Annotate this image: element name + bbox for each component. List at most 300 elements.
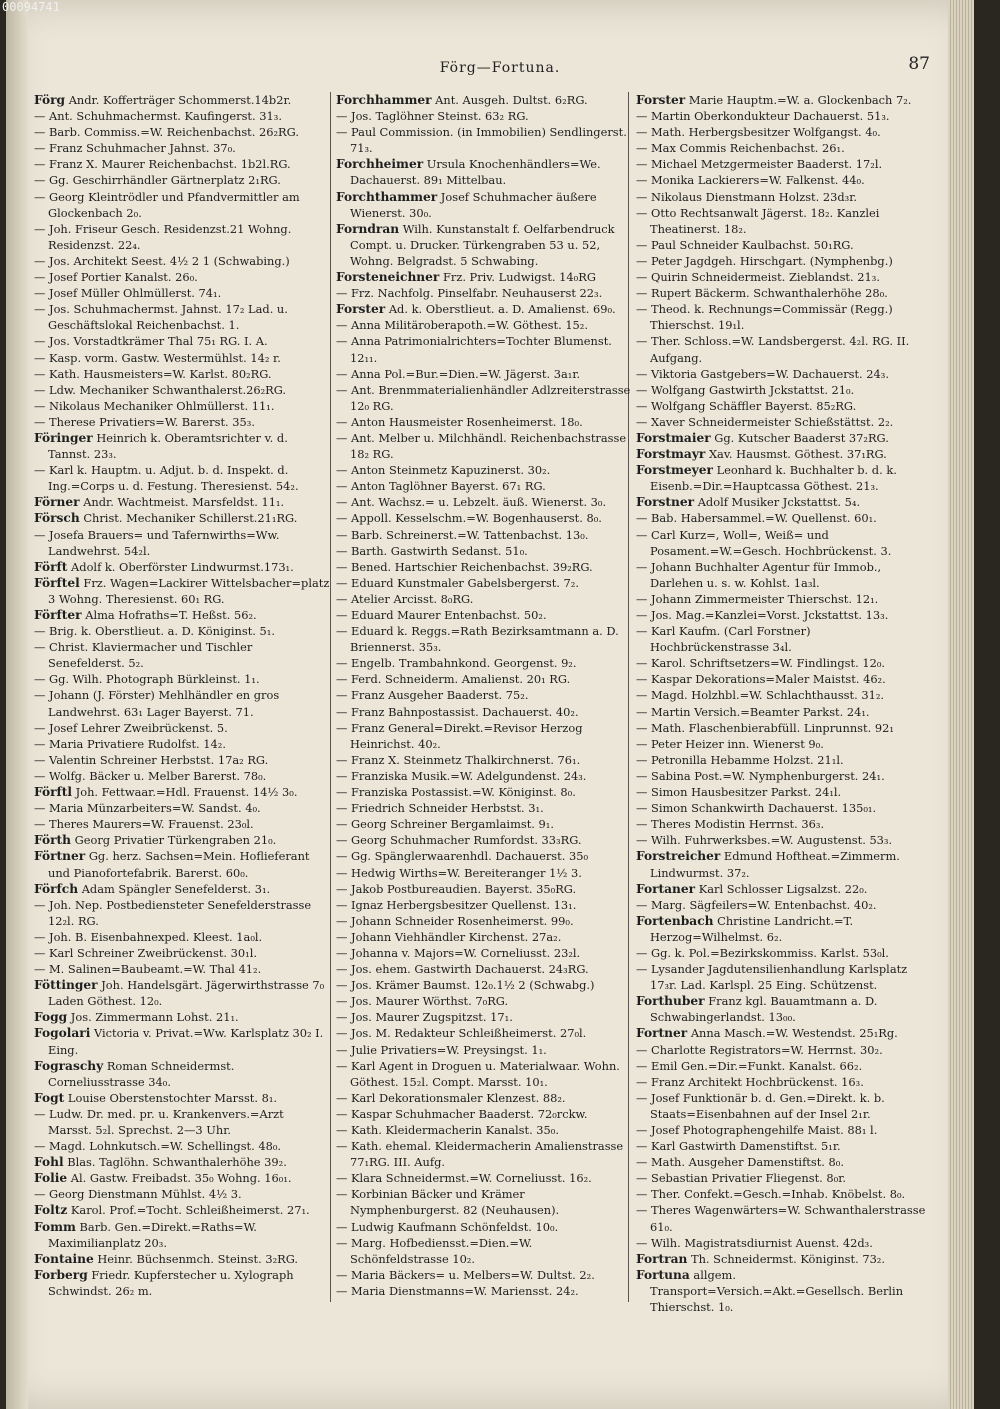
entry-text: — Sabina Post.=W. Nymphenburgerst. 24₁. [636,768,885,783]
entry-text: Roman Schneidermst. Corneliusstrasse 34₀. [48,1058,235,1089]
directory-entry [34,800,330,816]
entry-text: — Maria Dienstmanns=W. Mariensst. 24₂. [336,1283,579,1298]
entry-text: Louise Oberstenstochter Marsst. 8₁. [67,1090,278,1105]
directory-entry [336,366,632,382]
entry-text: — Franz X. Steinmetz Thalkirchnerst. 76₁. [336,752,581,767]
entry-text: — Ferd. Schneiderm. Amalienst. 20₁ RG. [336,672,571,687]
directory-entry [34,366,330,382]
directory-entry-head [34,1202,330,1218]
entry-text: — Jos. Vorstadtkrämer Thal 75₁ RG. I. A. [34,334,268,349]
surname: Forchhammer [336,93,432,107]
entry-text: Gg. herz. Sachsen=Mein. Hoflieferant und Pianofortefabrik. Barerst. 60₀. [48,849,310,880]
entry-text: — Marg. Hofbediensst.=Dien.=W. Schönfeldstrasse 10₂. [336,1235,533,1266]
directory-entry [336,317,632,333]
entry-text: — Jos. Krämer Baumst. 12₀.1½ 2 (Schwabg.) [336,978,595,993]
entry-text: — Georg Kleintrödler und Pfandvermittler am Glockenbach 2₀. [34,189,300,220]
directory-entry [34,350,330,366]
directory-entry [34,301,330,333]
entry-text: — Franz Architekt Hochbrückenst. 16₃. [636,1074,864,1089]
entry-text: — Karl Kaufm. (Carl Forstner) Hochbrückenstrasse 3₄l. [636,624,811,655]
directory-entry [636,140,932,156]
surname: Försch [34,511,80,526]
surname: Forstmaier [636,430,711,445]
directory-entry-head [636,881,932,897]
directory-entry [34,140,330,156]
entry-text: — Barb. Schreinerst.=W. Tattenbachst. 13₀. [336,527,589,542]
directory-entry [336,655,632,671]
surname: Fomm [34,1219,76,1234]
entry-text: — Maria Privatiere Rudolfst. 14₂. [34,736,226,751]
directory-entry-head [636,1025,932,1041]
directory-entry [336,591,632,607]
entry-text: — Eduard Maurer Entenbachst. 50₂. [336,608,547,622]
directory-entry-head [336,189,632,221]
directory-entry [336,527,632,543]
directory-entry [336,333,632,365]
entry-text: Ant. Ausgeh. Dultst. 6₂RG. [435,93,588,107]
surname: Fortuna [636,1267,690,1282]
directory-column-1 [34,92,330,1299]
entry-text: Marie Hauptm.=W. a. Glockenbach 7₂. [688,93,912,107]
entry-text: — Frz. Nachfolg. Pinselfabr. Neuhauserst 22₃. [336,286,603,301]
directory-entry [636,333,932,365]
directory-entry [34,720,330,736]
directory-entry [336,1186,632,1218]
entry-text: — Anna Pol.=Bur.=Dien.=W. Jägerst. 3a₁r. [336,366,581,381]
entry-text: Adolf Musiker Jckstattst. 5₄. [697,495,861,510]
directory-entry-head [34,575,330,607]
entry-text: — Magd. Holzhbl.=W. Schlachthausst. 31₂. [636,688,885,703]
directory-entry [336,977,632,993]
directory-entry [34,285,330,301]
directory-entry [34,253,330,269]
entry-text: — Joh. B. Eisenbahnexped. Kleest. 1a₀l. [34,929,263,944]
directory-entry [636,1202,932,1234]
directory-entry [336,382,632,414]
entry-text: — Petronilla Hebamme Holzst. 21₁l. [636,752,844,767]
entry-text: — Ant. Brenmmaterialienhändler Adlzreiterstrasse 12₀ RG. [336,382,631,413]
directory-entry-head [34,1219,330,1251]
entry-text: — Gg. Wilh. Photograph Bürkleinst. 1₁. [34,672,260,687]
directory-entry [34,961,330,977]
entry-text: — Ant. Schuhmachermst. Kaufingerst. 31₃. [34,109,282,124]
entry-text: — Bab. Habersammel.=W. Quellenst. 60₁. [636,511,877,526]
entry-text: — Kath. Hausmeisters=W. Karlst. 80₂RG. [34,366,272,381]
entry-text: — Anton Hausmeister Rosenheimerst. 18₀. [336,414,583,429]
directory-entry-head [34,977,330,1009]
entry-text: — Friedrich Schneider Herbstst. 3₁. [336,801,544,816]
entry-text: — Engelb. Trambahnkond. Georgenst. 9₂. [336,656,577,671]
entry-text: Blas. Taglöhn. Schwanthalerhöhe 39₂. [67,1155,287,1170]
entry-text: — Martin Oberkondukteur Dachauerst. 51₃. [636,109,890,124]
directory-entry-head [34,1058,330,1090]
entry-text: — Wolfgang Gastwirth Jckstattst. 21₀. [636,382,855,397]
directory-entry [336,784,632,800]
directory-entry [34,1106,330,1138]
directory-entry [636,720,932,736]
directory-entry [636,269,932,285]
surname: Förfter [34,608,82,622]
entry-text: — Emil Gen.=Dir.=Funkt. Kanalst. 66₂. [636,1058,863,1073]
directory-entry-head [636,993,932,1025]
directory-entry [636,897,932,913]
directory-entry [336,1219,632,1235]
entry-text: — Johann Buchhalter Agentur für Immob., Darlehen u. s. w. Kohlst. 1a₃l. [636,559,882,590]
surname: Forstmeyer [636,463,713,478]
entry-text: Gg. Kutscher Baaderst 37₂RG. [714,430,889,445]
entry-text: — Math. Herbergsbesitzer Wolfgangst. 4₀. [636,125,881,140]
directory-entry [336,881,632,897]
entry-text: — Lysander Jagdutensilienhandlung Karlsplatz 17₃r. Lad. Karlspl. 25 Eing. Schützenst. [636,962,908,993]
entry-text: — Theres Modistin Herrnst. 36₃. [636,817,825,832]
entry-text: — Christ. Klaviermacher und Tischler Senefelderst. 5₂. [34,640,253,671]
page-gutter [6,0,28,1409]
entry-text: Andr. Kofferträger Schommerst.14b2r. [68,93,292,107]
directory-entry [636,285,932,301]
entry-text: — Theres Wagenwärters=W. Schwanthalerstrasse 61₀. [636,1203,926,1234]
entry-text: — Rupert Bäckerm. Schwanthalerhöhe 28₀. [636,286,888,301]
directory-entry [336,559,632,575]
directory-entry [636,945,932,961]
directory-entry [636,1235,932,1251]
entry-text: — Atelier Arcisst. 8₀RG. [336,591,474,606]
directory-entry [636,398,932,414]
directory-entry [336,285,632,301]
entry-text: — Simon Schankwirth Dachauerst. 135₀₁. [636,801,877,816]
directory-entry [336,478,632,494]
directory-entry [336,575,632,591]
entry-text: — Wolfg. Bäcker u. Melber Barerst. 78₀. [34,768,267,783]
page-edge [948,0,974,1409]
directory-entry [34,382,330,398]
directory-entry [636,800,932,816]
directory-entry [34,398,330,414]
directory-entry [336,704,632,720]
entry-text: Andr. Wachtmeist. Marsfeldst. 11₁. [83,495,285,510]
directory-entry-head [636,446,932,462]
surname: Fortner [636,1026,688,1041]
entry-text: — Anna Patrimonialrichters=Tochter Blumenst. 12₁₁. [336,334,612,365]
directory-entry [336,816,632,832]
entry-text: Xav. Hausmst. Göthest. 37₁RG. [708,447,887,462]
surname: Fortran [636,1251,688,1266]
entry-text: — Jos. Maurer Wörthst. 7₀RG. [336,994,509,1009]
directory-entry [336,832,632,848]
entry-text: Joh. Fettwaar.=Hdl. Frauenst. 14½ 3₀. [75,785,298,800]
directory-entry-head [34,1154,330,1170]
directory-entry [636,655,932,671]
surname: Forstner [636,495,695,510]
column-rule [330,92,331,1302]
entry-text: — Franziska Musik.=W. Adelgundenst. 24₃. [336,768,587,783]
directory-entry [636,382,932,398]
entry-text: — Charlotte Registrators=W. Herrnst. 30₂. [636,1042,883,1057]
entry-text: — Gg. Geschirrhändler Gärtnerplatz 2₁RG. [34,173,281,188]
directory-entry-head [636,913,932,945]
directory-entry [336,945,632,961]
directory-entry-head [636,430,932,446]
directory-entry [34,768,330,784]
directory-entry [636,108,932,124]
directory-entry [636,832,932,848]
directory-entry [34,639,330,671]
surname: Förfch [34,881,79,896]
surname: Forsteneichner [336,270,440,285]
directory-entry [636,1186,932,1202]
entry-text: — Georg Schreiner Bergamlaimst. 9₁. [336,817,554,832]
entry-text: — Karl Gastwirth Damenstiftst. 5₁r. [636,1139,841,1154]
directory-entry [336,1235,632,1267]
entry-text: — Ignaz Herbergsbesitzer Quellenst. 13₁. [336,897,577,912]
directory-entry [636,189,932,205]
directory-entry [34,221,330,253]
entry-text: — Ludw. Dr. med. pr. u. Krankenvers.=Arzt Marsst. 5₂l. Sprechst. 2—3 Uhr. [34,1106,284,1137]
directory-entry [336,108,632,124]
directory-entry-head [34,510,330,526]
surname: Forstmayr [636,447,706,462]
directory-entry [636,253,932,269]
entry-text: — Peter Heizer inn. Wienerst 9₀. [636,736,824,751]
entry-text: Christine Landricht.=T. Herzog=Wilhelmst. 6₂. [650,913,854,944]
entry-text: — Magd. Lohnkutsch.=W. Schellingst. 48₀. [34,1139,282,1154]
entry-text: — Ldw. Mechaniker Schwanthalerst.26₂RG. [34,382,287,397]
entry-text: — Josef Portier Kanalst. 26₀. [34,270,198,285]
entry-text: — Johann Zimmermeister Thierschst. 12₁. [636,591,879,606]
entry-text: Edmund Hoftheat.=Zimmerm. Lindwurmst. 37₂. [650,849,900,880]
entry-text: — Karl Schreiner Zweibrückenst. 30₁l. [34,945,257,960]
directory-entry [34,945,330,961]
entry-text: — Theod. k. Rechnungs=Commissär (Regg.) Thierschst. 19₁l. [636,302,893,333]
directory-entry-head [34,881,330,897]
directory-entry-head [636,92,932,108]
entry-text: — Anton Steinmetz Kapuzinerst. 30₂. [336,463,551,478]
entry-text: Ad. k. Oberstlieut. a. D. Amalienst. 69₀. [388,302,616,317]
directory-entry [336,510,632,526]
entry-text: — Johann Viehhändler Kirchenst. 27a₂. [336,929,562,944]
directory-entry-head [34,1009,330,1025]
directory-entry-head [636,494,932,510]
directory-entry [636,510,932,526]
directory-entry [336,752,632,768]
entry-text: — Franz X. Maurer Reichenbachst. 1b2l.RG. [34,157,291,172]
entry-text: Barb. Gen.=Direkt.=Raths=W. Maximilianplatz 20₃. [48,1219,257,1250]
entry-text: — Michael Metzgermeister Baaderst. 17₂l. [636,157,883,172]
directory-entry [34,1138,330,1154]
surname: Fontaine [34,1251,94,1266]
entry-text: — Johann Schneider Rosenheimerst. 99₀. [336,913,574,928]
entry-text: — Klara Schneidermst.=W. Corneliusst. 16₂. [336,1171,592,1186]
entry-text: — Xaver Schneidermeister Schießstättst. 2₂. [636,414,894,429]
surname: Forster [336,302,386,317]
directory-entry [336,1042,632,1058]
directory-entry [34,124,330,140]
directory-entry [34,189,330,221]
entry-text: — Kaspar Schuhmacher Baaderst. 72₀rckw. [336,1106,588,1121]
directory-entry [636,752,932,768]
entry-text: Anna Masch.=W. Westendst. 25₁Rg. [690,1026,898,1041]
directory-entry [336,494,632,510]
directory-entry-head [34,494,330,510]
entry-text: — Karl Dekorationsmaler Klenzest. 88₂. [336,1090,566,1105]
entry-text: — Nikolaus Mechaniker Ohlmüllerst. 11₁. [34,398,275,413]
surname: Forberg [34,1267,88,1282]
surname: Förftl [34,785,73,800]
directory-entry [636,414,932,430]
entry-text: Karol. Prof.=Tocht. Schleißheimerst. 27₁. [70,1203,310,1218]
directory-entry [336,865,632,881]
entry-text: Th. Schneidermst. Königinst. 73₂. [690,1251,885,1266]
entry-text: — Franz Ausgeher Baaderst. 75₂. [336,688,529,703]
directory-entry [34,414,330,430]
entry-text: — Brig. k. Oberstlieut. a. D. Königinst. 5₁. [34,624,275,639]
entry-text: — M. Salinen=Baubeamt.=W. Thal 41₂. [34,962,262,977]
entry-text: — Valentin Schreiner Herbstst. 17a₂ RG. [34,752,269,767]
directory-entry [34,108,330,124]
entry-text: — Paul Schneider Kaulbachst. 50₁RG. [636,237,854,252]
surname: Forchthammer [336,189,438,204]
surname: Folie [34,1171,68,1186]
entry-text: Georg Privatier Türkengraben 21₀. [74,833,277,848]
directory-entry-head [636,1267,932,1315]
entry-text: — Barth. Gastwirth Sedanst. 51₀. [336,543,528,558]
entry-text: Jos. Zimmermann Lohst. 21₁. [70,1010,239,1025]
entry-text: — Franz General=Direkt.=Revisor Herzog Heinrichst. 40₂. [336,720,583,751]
directory-entry [636,1074,932,1090]
entry-text: — Appoll. Kesselschm.=W. Bogenhauserst. 8₀. [336,511,602,526]
entry-text: — Math. Ausgeher Damenstiftst. 8₀. [636,1155,844,1170]
entry-text: — Franz Schuhmacher Jahnst. 37₀. [34,141,236,156]
directory-entry-head [636,462,932,494]
surname: Fortaner [636,881,696,896]
directory-entry [636,301,932,333]
surname: Fogolari [34,1026,91,1041]
directory-entry [336,430,632,462]
directory-entry [34,897,330,929]
entry-text: — Marg. Sägfeilers=W. Entenbachst. 40₂. [636,897,877,912]
entry-text: Frz. Priv. Ludwigst. 14₀RG [442,270,596,285]
entry-text: Josef Schuhmacher äußere Wienerst. 30₀. [350,189,597,220]
directory-entry-head [636,1251,932,1267]
entry-text: — Karl Agent in Droguen u. Materialwaar. Wohn. Göthest. 15₂l. Compt. Marsst. 10₁. [336,1058,620,1089]
entry-text: — Kasp. vorm. Gastw. Westermühlst. 14₂ r. [34,350,281,365]
directory-entry [336,1058,632,1090]
running-head: Förg—Fortuna. [439,60,561,76]
surname: Förftel [34,575,80,590]
directory-entry [636,704,932,720]
directory-entry-head [336,92,632,108]
directory-entry-head [336,269,632,285]
entry-text: — Barb. Commiss.=W. Reichenbachst. 26₂RG. [34,125,299,140]
entry-text: — Johanna v. Majors=W. Corneliusst. 23₂l. [336,945,581,960]
entry-text: — Ther. Confekt.=Gesch.=Inhab. Knöbelst. 8₀. [636,1187,906,1202]
directory-entry [336,993,632,1009]
entry-text: — Otto Rechtsanwalt Jägerst. 18₂. Kanzlei Theatinerst. 18₂. [636,205,880,236]
surname: Forthuber [636,994,705,1009]
directory-entry [636,1058,932,1074]
directory-entry [336,961,632,977]
surname: Foltz [34,1203,68,1218]
directory-entry [636,172,932,188]
surname: Fogg [34,1010,68,1025]
entry-text: — Julie Privatiers=W. Preysingst. 1₁. [336,1042,547,1057]
entry-text: Franz kgl. Bauamtmann a. D. Schwabingerlandst. 13₀₀. [650,994,878,1025]
entry-text: — Simon Hausbesitzer Parkst. 24₁l. [636,785,842,800]
directory-entry [336,800,632,816]
entry-text: — Karl k. Hauptm. u. Adjut. b. d. Inspekt. d. Ing.=Corps u. d. Festung. Theresienst. 54₂. [34,463,299,494]
directory-entry [636,768,932,784]
directory-entry [336,1170,632,1186]
entry-text: — Theres Maurers=W. Frauenst. 23₀l. [34,817,254,832]
entry-text: — Jos. M. Redakteur Schleißheimerst. 27₀l. [336,1026,587,1041]
directory-entry [336,1122,632,1138]
directory-entry-head [34,784,330,800]
directory-entry-head [34,1251,330,1267]
entry-text: — Kaspar Dekorations=Maler Maistst. 46₂. [636,672,886,687]
surname: Föringer [34,430,93,445]
surname: Förth [34,833,72,848]
entry-text: — Peter Jagdgeh. Hirschgart. (Nymphenbg.) [636,253,893,268]
directory-entry [636,1090,932,1122]
entry-text: — Anna Militäroberapoth.=W. Göthest. 15₂. [336,318,588,333]
directory-entry [34,623,330,639]
directory-entry-head [34,430,330,462]
entry-text: — Ant. Wachsz.= u. Lebzelt. äuß. Wienerst. 3₀. [336,495,607,510]
surname: Förner [34,495,80,510]
directory-entry-head [34,607,330,623]
directory-entry-head [636,848,932,880]
page-number: 87 [908,54,930,74]
directory-entry [34,687,330,719]
entry-text: — Franziska Postassist.=W. Königinst. 8₀. [336,785,576,800]
directory-column-3 [636,92,932,1315]
surname: Fohl [34,1155,64,1170]
entry-text: — Josef Photographengehilfe Maist. 88₁ l. [636,1123,878,1137]
surname: Förg [34,93,66,107]
entry-text: Victoria v. Privat.=Ww. Karlsplatz 30₂ I. Eing. [48,1026,324,1057]
entry-text: — Franz Bahnpostassist. Dachauerst. 40₂. [336,704,579,719]
directory-entry [34,736,330,752]
entry-text: Heinrich k. Oberamtsrichter v. d. Tannst. 23₃. [48,430,288,462]
entry-text: — Josef Funktionär b. d. Gen.=Direkt. k. b. Staats=Eisenbahnen auf der Insel 2₁r. [636,1090,885,1121]
entry-text: — Korbinian Bäcker und Krämer Nymphenburgerst. 82 (Neuhausen). [336,1187,560,1218]
entry-text: — Jakob Postbureaudien. Bayerst. 35₀RG. [336,881,577,896]
directory-entry-head [34,1025,330,1057]
entry-text: — Wilh. Fuhrwerksbes.=W. Augustenst. 53₃. [636,833,893,848]
entry-text: — Anton Taglöhner Bayerst. 67₁ RG. [336,479,546,494]
directory-entry [636,1154,932,1170]
entry-text: — Quirin Schneidermeist. Zieblandst. 21₃. [636,270,880,285]
entry-text: — Viktoria Gastgebers=W. Dachauerst. 24₃. [636,366,889,381]
entry-text: — Gg. k. Pol.=Bezirkskommiss. Karlst. 53₀l. [636,945,889,960]
directory-entry [34,333,330,349]
entry-text: Leonhard k. Buchhalter b. d. k. Eisenb.=Dir.=Hauptcassa Göthest. 21₃. [650,463,897,494]
directory-entry [636,736,932,752]
directory-entry [34,752,330,768]
entry-text: — Max Commis Reichenbachst. 26₁. [636,141,845,156]
surname: Fortenbach [636,913,714,928]
directory-entry [636,124,932,140]
directory-entry-head [336,301,632,317]
entry-text: Joh. Handelsgärt. Jägerwirthstrasse 7₀ Laden Göthest. 12₀. [48,978,325,1009]
directory-entry [336,687,632,703]
directory-entry [636,1042,932,1058]
entry-text: — Jos. Schuhmachermst. Jahnst. 17₂ Lad. u. Geschäftslokal Reichenbachst. 1. [34,302,288,333]
entry-text: — Eduard k. Reggs.=Rath Bezirksamtmann a. D. Briennerst. 35₃. [336,624,619,655]
entry-text: — Georg Schuhmacher Rumfordst. 33₃RG. [336,833,582,848]
directory-entry [336,414,632,430]
directory-entry-head [34,559,330,575]
directory-entry [336,1138,632,1170]
